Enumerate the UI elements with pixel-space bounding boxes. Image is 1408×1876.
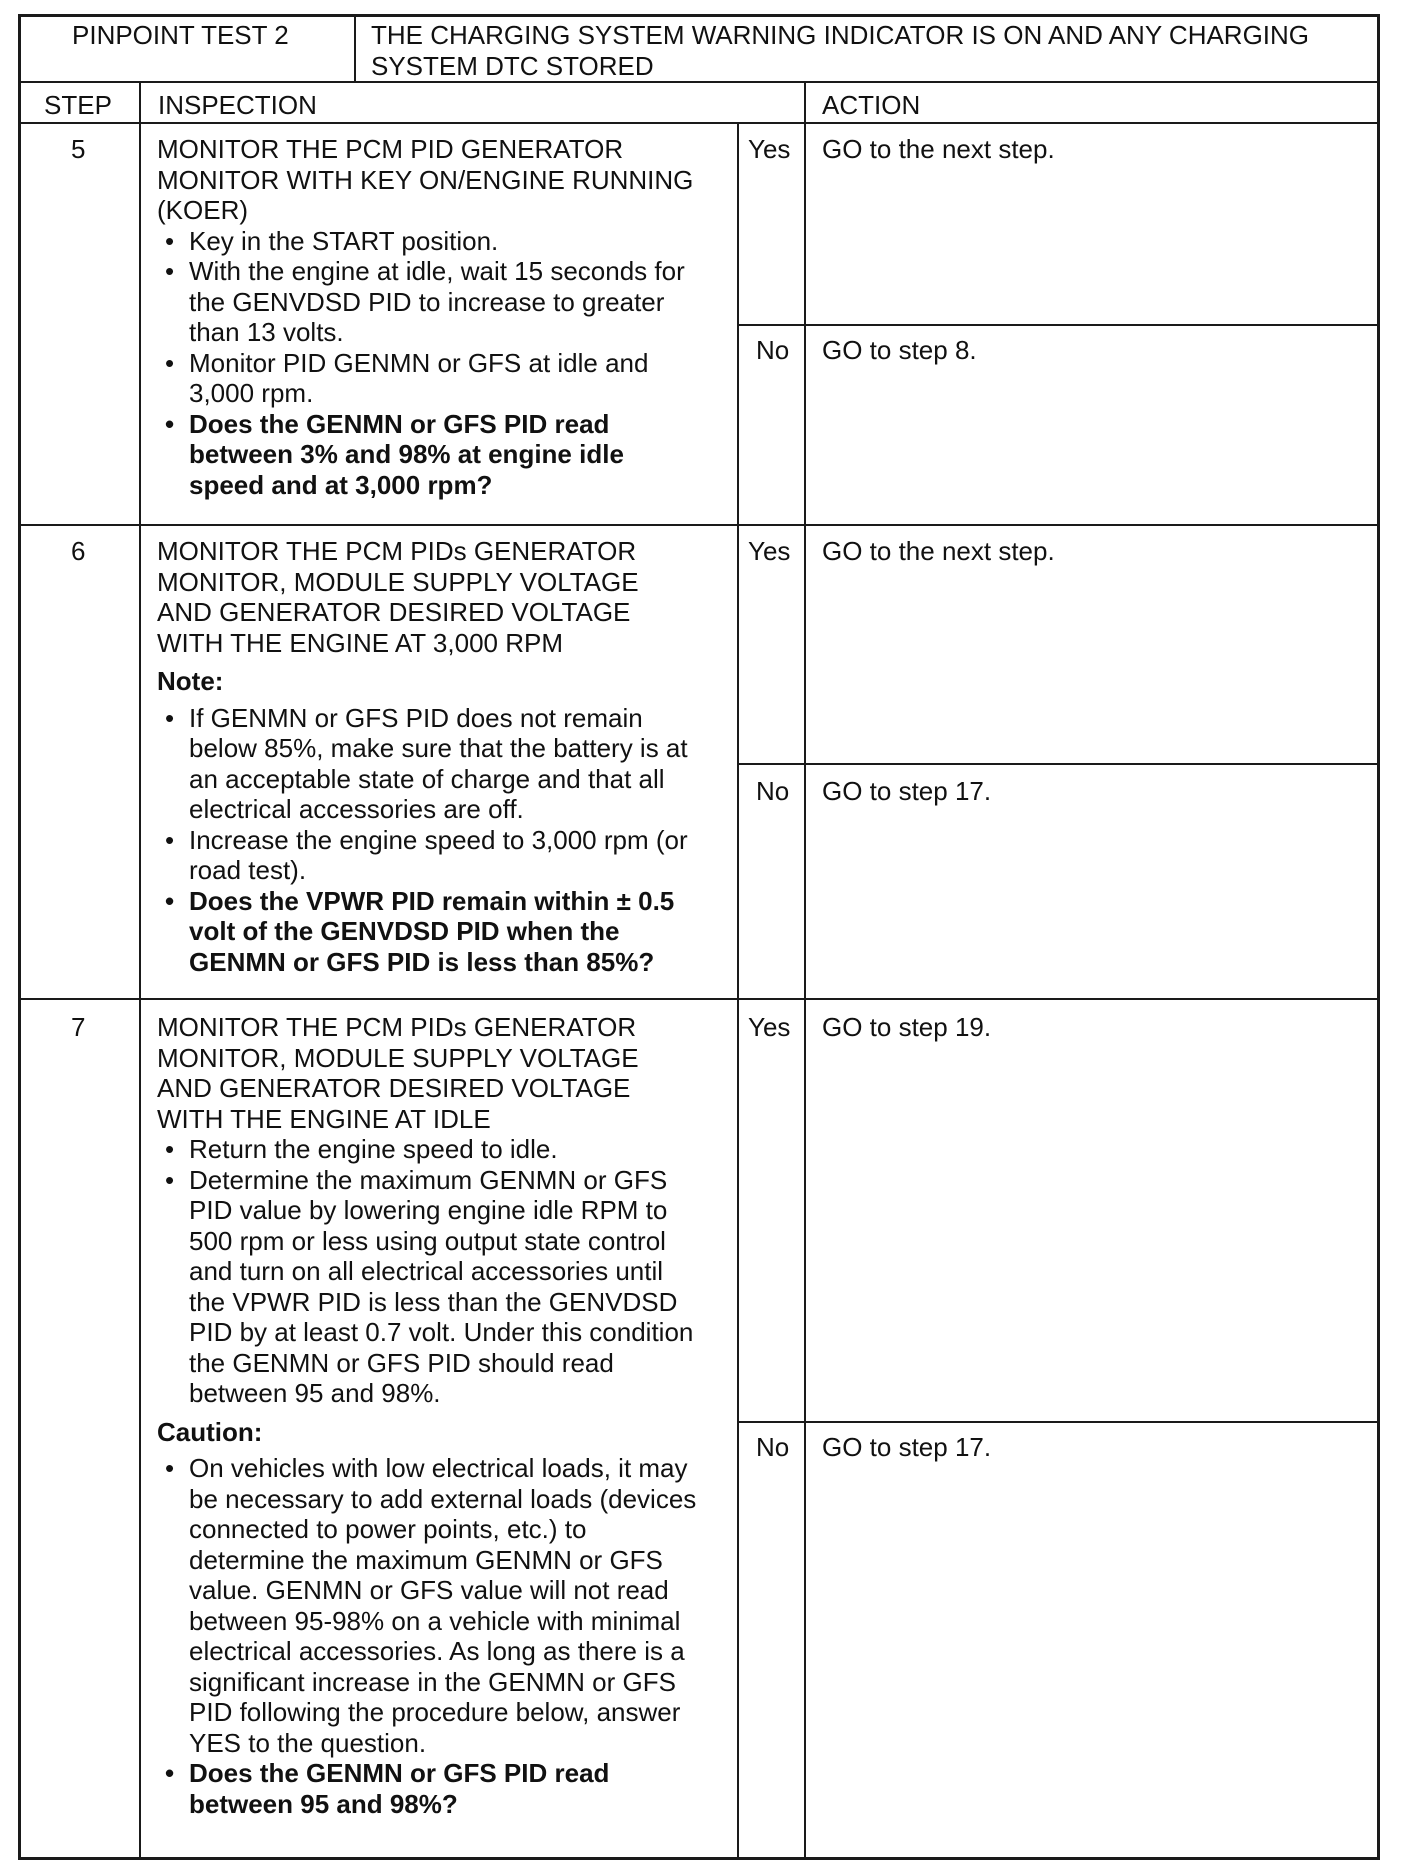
bullet-item bbox=[157, 1165, 696, 1409]
test-title bbox=[371, 20, 1309, 81]
header-bottom-rule bbox=[18, 81, 1380, 83]
step7-bullet-list-a bbox=[157, 1134, 696, 1409]
no-action: GO to step 8. bbox=[822, 335, 977, 365]
bullet-line: PID following the procedure below, answer bbox=[189, 1697, 681, 1727]
caution-label: Caution: bbox=[157, 1416, 263, 1447]
bullet-line: • Monitor PID GENMN or GFS at idle and bbox=[189, 347, 649, 378]
bullet-line: • Does the GENMN or GFS PID read bbox=[189, 408, 610, 439]
bullet-line: volt of the GENVDSD PID when the bbox=[189, 916, 620, 946]
bullet-line: the VPWR PID is less than the GENVDSD bbox=[189, 1286, 678, 1317]
step6-yes-no-rule bbox=[737, 763, 1380, 765]
step7-yes-no-rule bbox=[737, 1421, 1380, 1423]
bullet-line: between 3% and 98% at engine idle bbox=[189, 439, 624, 469]
yes-label: Yes bbox=[748, 536, 791, 566]
bullet-line: value. GENMN or GFS value will not read bbox=[189, 1575, 669, 1605]
bullet-question bbox=[157, 886, 688, 978]
bullet-line: YES to the question. bbox=[189, 1727, 427, 1758]
step-title-line: MONITOR THE PCM PIDs GENERATOR bbox=[157, 1012, 637, 1042]
test-title-line: THE CHARGING SYSTEM WARNING INDICATOR IS ON AND ANY CHARGING bbox=[371, 20, 1310, 50]
bullet-line: PID value by lowering engine idle RPM to bbox=[189, 1195, 668, 1225]
bullet-line: significant increase in the GENMN or GFS bbox=[189, 1666, 676, 1697]
bullet-line: • On vehicles with low electrical loads, it may bbox=[189, 1453, 688, 1483]
yes-action: GO to the next step. bbox=[822, 536, 1055, 566]
table-border-left bbox=[18, 14, 21, 1860]
bullet-line: electrical accessories are off. bbox=[189, 794, 524, 824]
yes-action: GO to the next step. bbox=[822, 134, 1055, 164]
bullet-question bbox=[157, 409, 693, 501]
yesno-column-rule bbox=[737, 122, 739, 1860]
step6-inspection bbox=[157, 536, 688, 977]
note-label: Note: bbox=[157, 666, 224, 696]
column-header-step: STEP bbox=[44, 90, 112, 120]
bullet-line: road test). bbox=[189, 855, 307, 885]
bullet-item bbox=[157, 226, 693, 257]
no-label: No bbox=[756, 776, 790, 806]
step-number: 5 bbox=[71, 134, 86, 164]
bullet-line: between 95-98% on a vehicle with minimal bbox=[189, 1605, 681, 1636]
step6-bullet-list bbox=[157, 703, 688, 978]
bullet-line: • Key in the START position. bbox=[189, 225, 499, 256]
bullet-line: the GENVDSD PID to increase to greater bbox=[189, 286, 665, 317]
bullet-question bbox=[157, 1758, 696, 1819]
step-title-line: WITH THE ENGINE AT IDLE bbox=[157, 1103, 491, 1134]
test-title-line: SYSTEM DTC STORED bbox=[371, 50, 654, 81]
step-title-line: WITH THE ENGINE AT 3,000 RPM bbox=[157, 627, 563, 658]
no-label: No bbox=[756, 335, 790, 365]
bullet-line: the GENMN or GFS PID should read bbox=[189, 1347, 614, 1378]
step7-inspection bbox=[157, 1012, 696, 1819]
bullet-line: GENMN or GFS PID is less than 85%? bbox=[189, 946, 655, 977]
bullet-line: speed and at 3,000 rpm? bbox=[189, 469, 493, 500]
yes-action: GO to step 19. bbox=[822, 1012, 992, 1042]
bullet-line: between 95 and 98%? bbox=[189, 1788, 458, 1819]
table-border-right bbox=[1377, 14, 1380, 1860]
step-title-line: MONITOR THE PCM PID GENERATOR bbox=[157, 134, 624, 164]
bullet-line: • With the engine at idle, wait 15 seconds for bbox=[189, 256, 685, 286]
step-title-line: MONITOR, MODULE SUPPLY VOLTAGE bbox=[157, 1042, 639, 1073]
no-label: No bbox=[756, 1432, 790, 1462]
no-action: GO to step 17. bbox=[822, 1432, 992, 1462]
bullet-line: below 85%, make sure that the battery is at bbox=[189, 733, 688, 763]
bullet-line: • Return the engine speed to idle. bbox=[189, 1134, 558, 1164]
step-title-line: AND GENERATOR DESIRED VOLTAGE bbox=[157, 597, 631, 627]
bullet-item bbox=[157, 256, 693, 348]
step5-inspection bbox=[157, 134, 693, 500]
bullet-line: an acceptable state of charge and that all bbox=[189, 763, 665, 794]
bullet-item bbox=[157, 825, 688, 886]
bullet-line: • Determine the maximum GENMN or GFS bbox=[189, 1164, 668, 1195]
column-header-inspection: INSPECTION bbox=[158, 90, 317, 120]
step-title-line: (KOER) bbox=[157, 195, 248, 225]
bullet-line: • If GENMN or GFS PID does not remain bbox=[189, 702, 643, 733]
bullet-item bbox=[157, 1134, 696, 1165]
table-border-bottom bbox=[18, 1857, 1380, 1860]
bullet-line: • Does the VPWR PID remain within ± 0.5 bbox=[189, 885, 675, 916]
no-action: GO to step 17. bbox=[822, 776, 992, 806]
bullet-line: PID by at least 0.7 volt. Under this condition bbox=[189, 1317, 694, 1347]
yes-label: Yes bbox=[748, 134, 791, 164]
header-divider-vertical bbox=[354, 14, 356, 82]
step-number: 7 bbox=[71, 1012, 86, 1042]
bullet-line: between 95 and 98%. bbox=[189, 1378, 441, 1408]
step5-bullet-list bbox=[157, 226, 693, 501]
table-border-top bbox=[18, 14, 1380, 17]
bullet-line: 500 rpm or less using output state control bbox=[189, 1225, 666, 1256]
step-title-line: MONITOR WITH KEY ON/ENGINE RUNNING bbox=[157, 164, 694, 195]
action-column-rule bbox=[804, 81, 806, 1860]
yes-label: Yes bbox=[748, 1012, 791, 1042]
bullet-line: and turn on all electrical accessories until bbox=[189, 1256, 664, 1286]
step5-bottom-rule bbox=[18, 524, 1380, 526]
column-header-bottom-rule bbox=[18, 122, 1380, 124]
bullet-line: be necessary to add external loads (devices bbox=[189, 1483, 697, 1514]
step5-yes-no-rule bbox=[737, 324, 1380, 326]
step-title-line: MONITOR THE PCM PIDs GENERATOR bbox=[157, 536, 637, 566]
bullet-line: • Increase the engine speed to 3,000 rpm (or bbox=[189, 824, 688, 855]
step-title-line: AND GENERATOR DESIRED VOLTAGE bbox=[157, 1073, 631, 1103]
column-header-action: ACTION bbox=[822, 90, 921, 120]
bullet-line: than 13 volts. bbox=[189, 317, 344, 347]
bullet-item bbox=[157, 1453, 696, 1758]
bullet-line: • Does the GENMN or GFS PID read bbox=[189, 1758, 610, 1788]
step-title-line: MONITOR, MODULE SUPPLY VOLTAGE bbox=[157, 566, 639, 597]
step-column-rule bbox=[139, 81, 141, 1860]
bullet-line: connected to power points, etc.) to bbox=[189, 1514, 587, 1544]
test-label: PINPOINT TEST 2 bbox=[72, 20, 289, 50]
bullet-line: 3,000 rpm. bbox=[189, 378, 314, 408]
bullet-line: determine the maximum GENMN or GFS bbox=[189, 1544, 663, 1575]
step-number: 6 bbox=[71, 536, 86, 566]
step7-bullet-list-b bbox=[157, 1453, 696, 1819]
bullet-line: electrical accessories. As long as there is a bbox=[189, 1636, 685, 1666]
step6-bottom-rule bbox=[18, 998, 1380, 1000]
bullet-item bbox=[157, 703, 688, 825]
bullet-item bbox=[157, 348, 693, 409]
